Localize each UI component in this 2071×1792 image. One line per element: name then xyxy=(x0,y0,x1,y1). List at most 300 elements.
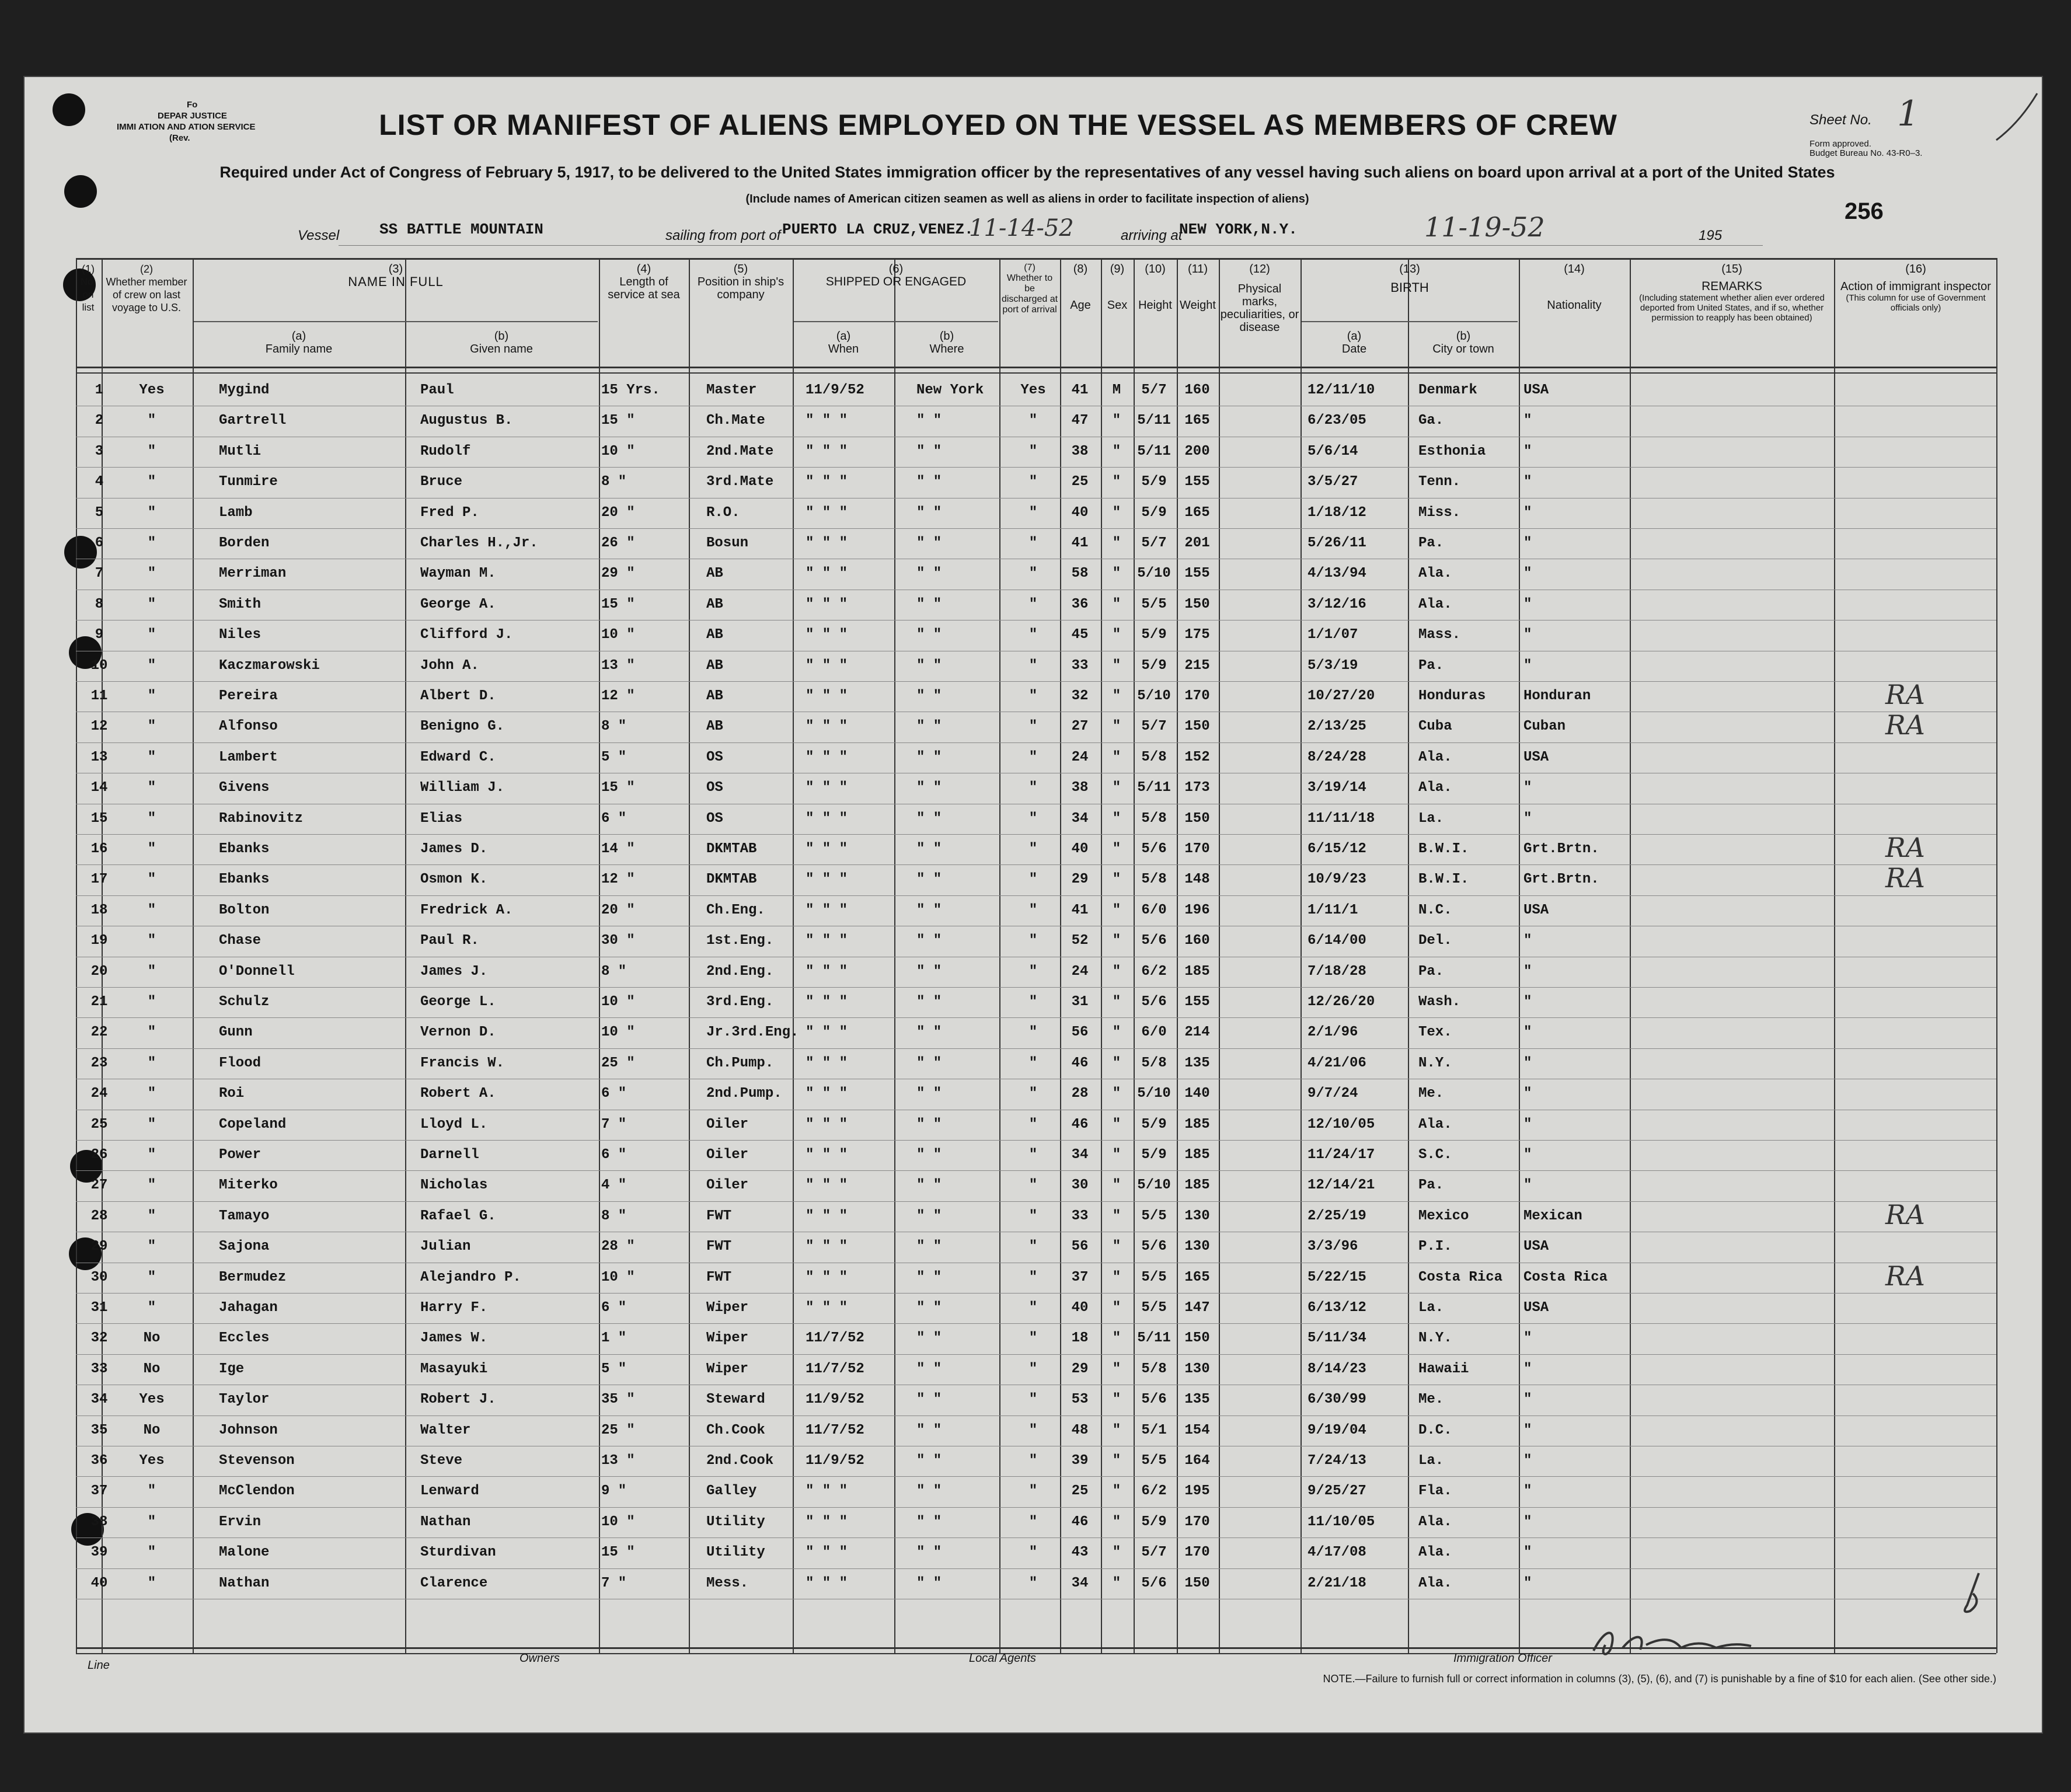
pencil-mark xyxy=(1955,1570,1990,1617)
cell-no: 15 xyxy=(90,810,108,827)
cell-last: " xyxy=(147,1116,156,1132)
cell-family: Bermudez xyxy=(219,1269,287,1285)
cell-position: DKMTAB xyxy=(706,871,757,888)
col-label: Physical marks, peculiarities, or disease xyxy=(1220,283,1299,334)
cell-weight: 170 xyxy=(1184,841,1210,857)
cell-given: Osmon K. xyxy=(420,871,488,888)
row-rule xyxy=(76,467,1996,468)
cell-nationality: " xyxy=(1523,1575,1532,1591)
cell-height: 5/7 xyxy=(1141,382,1167,398)
cell-sex: " xyxy=(1112,780,1121,796)
cell-family: Ige xyxy=(219,1361,245,1377)
cell-no: 33 xyxy=(90,1361,108,1377)
table-top-rule xyxy=(76,258,1996,260)
cell-when: " " " xyxy=(806,963,848,979)
table-row xyxy=(76,1294,1996,1325)
cell-weight: 135 xyxy=(1184,1392,1210,1408)
col-8-header xyxy=(1061,263,1100,312)
col-num: (9) xyxy=(1110,263,1125,276)
cell-height: 5/7 xyxy=(1141,535,1167,551)
cell-weight: 201 xyxy=(1184,535,1210,551)
cell-family: Jahagan xyxy=(219,1300,278,1316)
cell-discharged: " xyxy=(1028,1055,1038,1071)
cell-service: 15 " xyxy=(601,596,635,612)
row-rule xyxy=(76,1140,1996,1141)
cell-nationality: USA xyxy=(1523,1300,1549,1316)
cell-discharged: " xyxy=(1028,1422,1038,1438)
cell-age: 45 xyxy=(1071,627,1089,643)
cell-birth-date: 4/21/06 xyxy=(1308,1055,1366,1071)
cell-age: 38 xyxy=(1071,780,1089,796)
table-row xyxy=(76,468,1996,499)
cell-last: " xyxy=(147,688,156,704)
cell-birth-place: Ala. xyxy=(1418,780,1452,796)
cell-where: " " xyxy=(916,810,942,827)
cell-family: Merriman xyxy=(219,566,287,582)
cell-sex: " xyxy=(1112,596,1121,612)
cell-birth-date: 11/10/05 xyxy=(1308,1514,1375,1530)
cell-birth-place: Pa. xyxy=(1418,657,1444,674)
cell-family: Johnson xyxy=(219,1422,278,1438)
cell-where: " " xyxy=(916,902,942,918)
cell-age: 30 xyxy=(1071,1177,1089,1194)
cell-birth-date: 6/15/12 xyxy=(1308,841,1366,857)
col-num: (3) xyxy=(388,263,403,276)
cell-age: 53 xyxy=(1071,1392,1089,1408)
cell-nationality: " xyxy=(1523,1086,1532,1102)
table-row xyxy=(76,744,1996,775)
cell-no: 7 xyxy=(95,566,104,582)
cell-sex: " xyxy=(1112,504,1121,521)
cell-birth-place: D.C. xyxy=(1418,1422,1452,1438)
col-label: Weight xyxy=(1180,299,1216,312)
cell-no: 1 xyxy=(95,382,104,398)
cell-given: Alejandro P. xyxy=(420,1269,521,1285)
cell-birth-date: 2/21/18 xyxy=(1308,1575,1366,1591)
footer-agents-label: Local Agents xyxy=(969,1652,1036,1665)
cell-when: 11/7/52 xyxy=(806,1330,864,1347)
cell-nationality: " xyxy=(1523,1392,1532,1408)
cell-family: Sajona xyxy=(219,1239,270,1255)
cell-given: Clifford J. xyxy=(420,627,513,643)
table-row xyxy=(76,1141,1996,1172)
cell-height: 5/10 xyxy=(1137,688,1171,704)
sailing-port: PUERTO LA CRUZ,VENEZ. xyxy=(782,221,974,238)
cell-age: 56 xyxy=(1071,1024,1089,1041)
col-11-header xyxy=(1178,263,1218,312)
cell-when: " " " xyxy=(806,1514,848,1530)
cell-age: 46 xyxy=(1071,1116,1089,1132)
cell-position: Ch.Cook xyxy=(706,1422,765,1438)
cell-birth-date: 1/18/12 xyxy=(1308,504,1366,521)
cell-nationality: " xyxy=(1523,1514,1532,1530)
cell-service: 20 " xyxy=(601,902,635,918)
cell-height: 5/8 xyxy=(1141,871,1167,888)
cell-sex: " xyxy=(1112,719,1121,735)
cell-birth-date: 6/13/12 xyxy=(1308,1300,1366,1316)
cell-birth-date: 8/24/28 xyxy=(1308,749,1366,765)
officer-signature xyxy=(1582,1622,1757,1662)
cell-birth-date: 6/14/00 xyxy=(1308,933,1366,949)
cell-weight: 160 xyxy=(1184,933,1210,949)
col-3-header xyxy=(194,263,598,288)
col-label: Action of immigrant inspector xyxy=(1840,280,1991,293)
cell-position: FWT xyxy=(706,1239,732,1255)
cell-height: 5/11 xyxy=(1137,1330,1171,1347)
cell-given: James W. xyxy=(420,1330,488,1347)
cell-discharged: " xyxy=(1028,627,1038,643)
cell-when: " " " xyxy=(806,504,848,521)
cell-family: Roi xyxy=(219,1086,245,1102)
cell-weight: 170 xyxy=(1184,688,1210,704)
cell-given: Lloyd L. xyxy=(420,1116,488,1132)
cell-last: " xyxy=(147,933,156,949)
agency-line: DEPAR JUSTICE xyxy=(158,111,227,121)
cell-where: " " xyxy=(916,688,942,704)
arriving-port: NEW YORK,N.Y. xyxy=(1179,221,1298,238)
vessel-name: SS BATTLE MOUNTAIN xyxy=(379,221,543,238)
cell-where: " " xyxy=(916,596,942,612)
col-1-header xyxy=(76,263,100,314)
form-subtitle-note: (Include names of American citizen seamen as well as aliens in order to facilitate inspection of aliens) xyxy=(745,193,1309,205)
cell-given: Paul xyxy=(420,382,454,398)
col-6b-header xyxy=(895,330,998,355)
cell-birth-place: Cuba xyxy=(1418,719,1452,735)
cell-birth-date: 5/3/19 xyxy=(1308,657,1358,674)
cell-last: " xyxy=(147,994,156,1010)
cell-when: " " " xyxy=(806,627,848,643)
cell-position: 2nd.Eng. xyxy=(706,963,774,979)
table-row xyxy=(76,774,1996,805)
cell-family: Gartrell xyxy=(219,413,287,429)
cell-last: " xyxy=(147,627,156,643)
cell-last: " xyxy=(147,596,156,612)
table-row xyxy=(76,1355,1996,1386)
col-label: When xyxy=(828,343,859,355)
cell-height: 5/7 xyxy=(1141,719,1167,735)
cell-weight: 165 xyxy=(1184,1269,1210,1285)
cell-nationality: " xyxy=(1523,1453,1532,1469)
cell-service: 8 " xyxy=(601,963,627,979)
subheader-rule xyxy=(794,321,998,322)
cell-age: 41 xyxy=(1071,535,1089,551)
cell-where: " " xyxy=(916,474,942,490)
cell-last: " xyxy=(147,474,156,490)
cell-family: Stevenson xyxy=(219,1453,295,1469)
cell-where: " " xyxy=(916,1024,942,1041)
table-row xyxy=(76,1019,1996,1050)
cell-height: 6/2 xyxy=(1141,1483,1167,1500)
cell-last: " xyxy=(147,1300,156,1316)
cell-last: " xyxy=(147,657,156,674)
cell-birth-date: 6/30/99 xyxy=(1308,1392,1366,1408)
cell-position: Utility xyxy=(706,1514,765,1530)
cell-service: 8 " xyxy=(601,719,627,735)
col-num: (b) xyxy=(1456,330,1471,343)
cell-no: 18 xyxy=(90,902,108,918)
table-row xyxy=(76,652,1996,683)
cell-sex: " xyxy=(1112,1086,1121,1102)
cell-no: 27 xyxy=(90,1177,108,1194)
cell-nationality: " xyxy=(1523,963,1532,979)
cell-age: 37 xyxy=(1071,1269,1089,1285)
cell-given: Robert J. xyxy=(420,1392,496,1408)
row-rule xyxy=(76,1048,1996,1049)
col-label: Given name xyxy=(470,343,533,355)
cell-position: 3rd.Eng. xyxy=(706,994,774,1010)
cell-no: 9 xyxy=(95,627,104,643)
cell-weight: 165 xyxy=(1184,413,1210,429)
cell-birth-date: 12/14/21 xyxy=(1308,1177,1375,1194)
cell-birth-date: 3/19/14 xyxy=(1308,780,1366,796)
cell-when: 11/7/52 xyxy=(806,1361,864,1377)
cell-sex: " xyxy=(1112,1208,1121,1224)
col-label: Position in ship's company xyxy=(697,276,785,301)
cell-discharged: " xyxy=(1028,1453,1038,1469)
cell-when: " " " xyxy=(806,841,848,857)
cell-last: " xyxy=(147,841,156,857)
cell-weight: 154 xyxy=(1184,1422,1210,1438)
cell-last: " xyxy=(147,1269,156,1285)
cell-when: " " " xyxy=(806,1239,848,1255)
cell-birth-date: 5/22/15 xyxy=(1308,1269,1366,1285)
cell-last: " xyxy=(147,780,156,796)
cell-height: 5/6 xyxy=(1141,1239,1167,1255)
cell-when: " " " xyxy=(806,1086,848,1102)
cell-action: RA xyxy=(1885,679,1925,710)
table-row xyxy=(76,1570,1996,1601)
cell-given: Benigno G. xyxy=(420,719,505,735)
cell-height: 5/10 xyxy=(1137,1086,1171,1102)
corner-bracket-mark xyxy=(1950,88,2043,239)
cell-age: 34 xyxy=(1071,1575,1089,1591)
cell-birth-date: 3/5/27 xyxy=(1308,474,1358,490)
cell-where: " " xyxy=(916,871,942,888)
cell-given: James J. xyxy=(420,963,488,979)
cell-given: Darnell xyxy=(420,1147,479,1163)
cell-weight: 164 xyxy=(1184,1453,1210,1469)
col-num: (b) xyxy=(494,330,509,343)
table-row xyxy=(76,988,1996,1019)
cell-discharged: " xyxy=(1028,902,1038,918)
col-3b-header xyxy=(406,330,597,355)
cell-last: " xyxy=(147,1514,156,1530)
footer-owners-label: Owners xyxy=(520,1652,560,1665)
table-row xyxy=(76,709,1996,744)
col-label: Age xyxy=(1070,299,1091,312)
cell-service: 1 " xyxy=(601,1330,627,1347)
cell-weight: 130 xyxy=(1184,1239,1210,1255)
cell-nationality: " xyxy=(1523,413,1532,429)
cell-sex: " xyxy=(1112,1453,1121,1469)
cell-given: John A. xyxy=(420,657,479,674)
cell-weight: 195 xyxy=(1184,1483,1210,1500)
cell-service: 13 " xyxy=(601,1453,635,1469)
cell-family: Miterko xyxy=(219,1177,278,1194)
cell-birth-place: La. xyxy=(1418,810,1444,827)
cell-family: Kaczmarowski xyxy=(219,657,320,674)
row-rule xyxy=(76,681,1996,682)
cell-birth-date: 9/25/27 xyxy=(1308,1483,1366,1500)
cell-age: 40 xyxy=(1071,504,1089,521)
table-row xyxy=(76,407,1996,438)
cell-where: " " xyxy=(916,1269,942,1285)
cell-last: " xyxy=(147,1024,156,1041)
cell-position: Ch.Eng. xyxy=(706,902,765,918)
cell-family: Tamayo xyxy=(219,1208,270,1224)
cell-birth-date: 5/6/14 xyxy=(1308,443,1358,459)
table-row xyxy=(76,591,1996,622)
cell-given: James D. xyxy=(420,841,488,857)
cell-family: Rabinovitz xyxy=(219,810,304,827)
cell-sex: " xyxy=(1112,1330,1121,1347)
cell-action: RA xyxy=(1885,709,1925,741)
cell-where: " " xyxy=(916,780,942,796)
cell-no: 17 xyxy=(90,871,108,888)
cell-birth-date: 9/7/24 xyxy=(1308,1086,1358,1102)
cell-action: RA xyxy=(1885,862,1925,894)
cell-last: " xyxy=(147,1055,156,1071)
cell-height: 5/5 xyxy=(1141,1300,1167,1316)
cell-age: 46 xyxy=(1071,1514,1089,1530)
cell-family: Schulz xyxy=(219,994,270,1010)
cell-service: 29 " xyxy=(601,566,635,582)
col-label: BIRTH xyxy=(1390,280,1429,295)
cell-family: Alfonso xyxy=(219,719,278,735)
vessel-label: Vessel xyxy=(298,228,340,243)
cell-family: Lamb xyxy=(219,504,253,521)
cell-birth-place: Esthonia xyxy=(1418,443,1486,459)
cell-discharged: " xyxy=(1028,596,1038,612)
cell-birth-place: Me. xyxy=(1418,1392,1444,1408)
table-row xyxy=(76,1260,1996,1295)
cell-given: Fredrick A. xyxy=(420,902,513,918)
cell-birth-place: La. xyxy=(1418,1453,1444,1469)
cell-when: " " " xyxy=(806,443,848,459)
cell-service: 13 " xyxy=(601,657,635,674)
cell-age: 24 xyxy=(1071,963,1089,979)
cell-last: " xyxy=(147,1208,156,1224)
col-label: NAME IN FULL xyxy=(348,274,444,289)
cell-birth-date: 5/11/34 xyxy=(1308,1330,1366,1347)
table-row xyxy=(76,1080,1996,1111)
col-num: (12) xyxy=(1249,263,1270,276)
table-row xyxy=(76,1477,1996,1508)
cell-position: Ch.Mate xyxy=(706,413,765,429)
cell-when: " " " xyxy=(806,719,848,735)
cell-where: " " xyxy=(916,627,942,643)
cell-position: 2nd.Pump. xyxy=(706,1086,782,1102)
cell-position: 3rd.Mate xyxy=(706,474,774,490)
cell-given: Vernon D. xyxy=(420,1024,496,1041)
footer-note: NOTE.—Failure to furnish full or correct information in columns (3), (5), (6), and (7) is punishable by a fine of $10 for each alien. (See other side.) xyxy=(1323,1673,1996,1685)
cell-birth-date: 6/23/05 xyxy=(1308,413,1366,429)
cell-birth-date: 3/3/96 xyxy=(1308,1239,1358,1255)
cell-nationality: " xyxy=(1523,780,1532,796)
subheader-rule xyxy=(1302,321,1518,322)
cell-height: 5/9 xyxy=(1141,1514,1167,1530)
cell-birth-date: 4/17/08 xyxy=(1308,1545,1366,1561)
cell-nationality: " xyxy=(1523,1147,1532,1163)
cell-position: AB xyxy=(706,627,723,643)
cell-birth-place: Hawaii xyxy=(1418,1361,1469,1377)
cell-height: 5/6 xyxy=(1141,1392,1167,1408)
col-label: REMARKS xyxy=(1702,280,1762,293)
cell-where: " " xyxy=(916,443,942,459)
cell-when: " " " xyxy=(806,1300,848,1316)
col-15-header xyxy=(1631,263,1833,323)
cell-height: 5/8 xyxy=(1141,810,1167,827)
cell-nationality: " xyxy=(1523,627,1532,643)
table-row xyxy=(76,1417,1996,1448)
cell-birth-place: Ala. xyxy=(1418,1514,1452,1530)
cell-where: " " xyxy=(916,1330,942,1347)
cell-sex: " xyxy=(1112,1545,1121,1561)
cell-sex: " xyxy=(1112,1177,1121,1194)
cell-age: 36 xyxy=(1071,596,1089,612)
cell-birth-place: Fla. xyxy=(1418,1483,1452,1500)
cell-service: 25 " xyxy=(601,1422,635,1438)
cell-birth-date: 12/11/10 xyxy=(1308,382,1375,398)
cell-discharged: " xyxy=(1028,749,1038,765)
cell-last: " xyxy=(147,1239,156,1255)
cell-position: 2nd.Cook xyxy=(706,1453,774,1469)
col-4-header xyxy=(600,263,688,301)
cell-service: 26 " xyxy=(601,535,635,551)
cell-nationality: " xyxy=(1523,1177,1532,1194)
cell-weight: 150 xyxy=(1184,596,1210,612)
cell-position: Steward xyxy=(706,1392,765,1408)
cell-birth-place: Ala. xyxy=(1418,749,1452,765)
subheader-rule xyxy=(194,321,598,322)
cell-age: 33 xyxy=(1071,1208,1089,1224)
cell-given: Paul R. xyxy=(420,933,479,949)
cell-discharged: " xyxy=(1028,1330,1038,1347)
col-label: Whether member of crew on last voyage to U.S. xyxy=(106,276,187,313)
cell-birth-place: Ga. xyxy=(1418,413,1444,429)
cell-height: 5/6 xyxy=(1141,841,1167,857)
cell-nationality: " xyxy=(1523,657,1532,674)
cell-when: " " " xyxy=(806,871,848,888)
cell-weight: 150 xyxy=(1184,810,1210,827)
table-row xyxy=(76,1508,1996,1539)
cell-service: 12 " xyxy=(601,871,635,888)
cell-age: 25 xyxy=(1071,1483,1089,1500)
cell-birth-place: B.W.I. xyxy=(1418,841,1469,857)
col-12-header xyxy=(1220,263,1299,334)
cell-no: 12 xyxy=(90,719,108,735)
cell-service: 10 " xyxy=(601,627,635,643)
cell-discharged: " xyxy=(1028,1483,1038,1500)
col-13b-header xyxy=(1409,330,1518,355)
cell-service: 8 " xyxy=(601,1208,627,1224)
cell-sex: " xyxy=(1112,933,1121,949)
cell-birth-date: 2/25/19 xyxy=(1308,1208,1366,1224)
cell-given: Harry F. xyxy=(420,1300,488,1316)
table-row xyxy=(76,1111,1996,1142)
cell-age: 34 xyxy=(1071,810,1089,827)
cell-where: " " xyxy=(916,719,942,735)
cell-nationality: Costa Rica xyxy=(1523,1269,1608,1285)
cell-given: Masayuki xyxy=(420,1361,488,1377)
cell-discharged: " xyxy=(1028,535,1038,551)
cell-no: 11 xyxy=(90,688,108,704)
col-label: Where xyxy=(929,343,964,355)
cell-discharged: " xyxy=(1028,963,1038,979)
cell-age: 29 xyxy=(1071,1361,1089,1377)
row-rule xyxy=(76,987,1996,988)
cell-position: Oiler xyxy=(706,1147,749,1163)
